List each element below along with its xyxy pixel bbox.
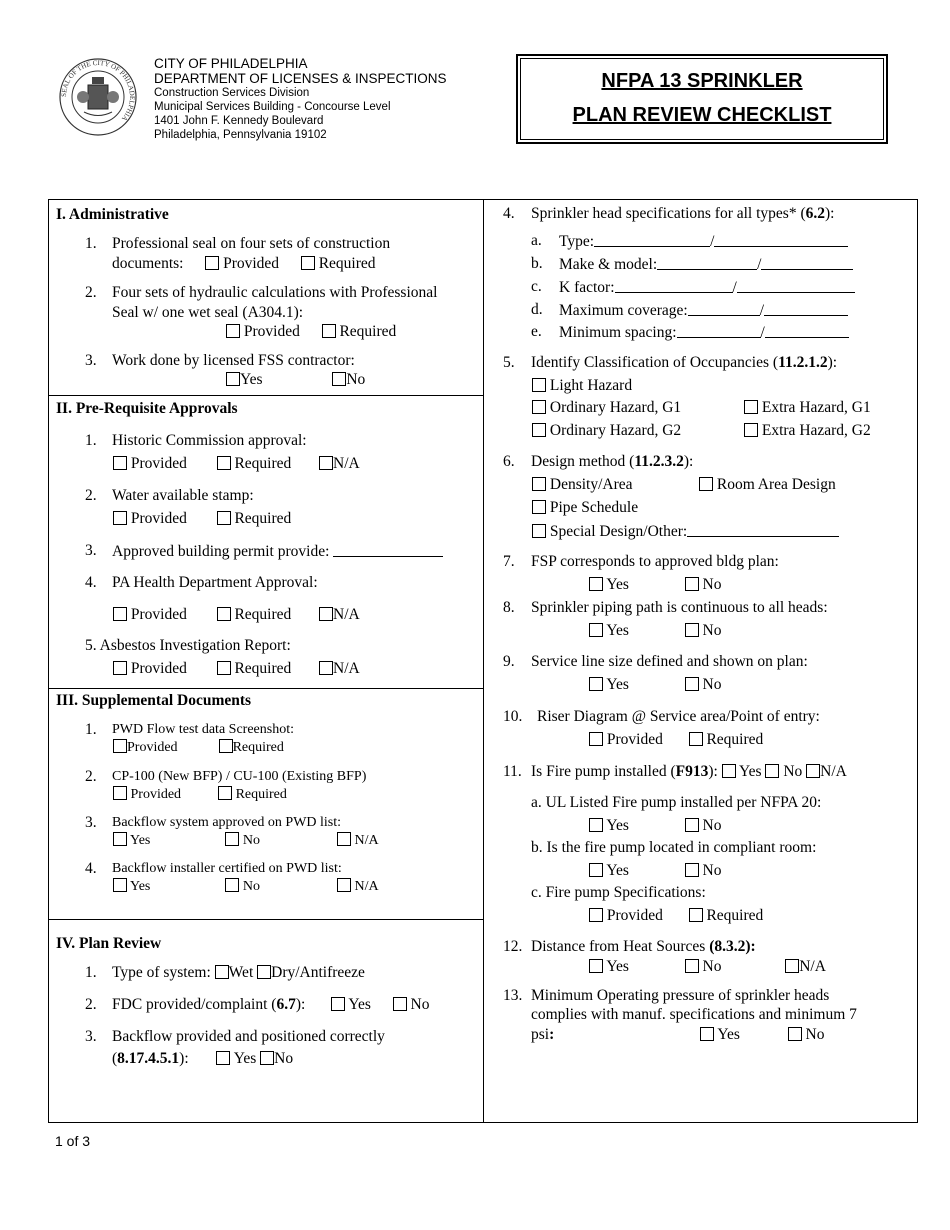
checkbox-no[interactable] xyxy=(685,677,699,691)
item-number: 2. xyxy=(85,996,97,1013)
checkbox-yes[interactable] xyxy=(722,764,736,778)
supp-item-2-text: CP-100 (New BFP) / CU-100 (Existing BFP) xyxy=(112,769,367,784)
psi-label: psi xyxy=(531,1026,550,1043)
checkbox-no[interactable] xyxy=(260,1051,274,1065)
design-method-text xyxy=(531,453,693,471)
fire-pump-text xyxy=(531,763,847,781)
item-number: 4. xyxy=(503,205,515,222)
option-label: Yes xyxy=(606,817,629,834)
label-end: ): xyxy=(825,205,835,222)
item-number: 4. xyxy=(85,574,97,591)
option-label: N/A xyxy=(354,879,379,894)
checkbox-wet[interactable] xyxy=(215,965,229,979)
option-label: Provided xyxy=(606,907,663,924)
option-label: Required xyxy=(706,907,764,924)
checkbox-no[interactable] xyxy=(332,372,346,386)
min-pressure-text: Minimum Operating pressure of sprinkler heads xyxy=(531,987,830,1004)
header-block xyxy=(154,56,447,142)
item-number: 3. xyxy=(85,352,97,369)
option-label: No xyxy=(702,622,722,639)
admin-item-2-options xyxy=(226,323,396,341)
checkbox-no[interactable] xyxy=(685,959,699,973)
spec-letter: a. xyxy=(531,232,542,249)
code-reference: 11.2.1.2 xyxy=(778,354,828,371)
spec-letter: e. xyxy=(531,323,542,340)
option-label: Required xyxy=(318,255,376,272)
fire-pump-c-options xyxy=(589,907,763,925)
checkbox-na[interactable] xyxy=(337,832,351,846)
prereq-item-1-options xyxy=(113,455,360,473)
fire-pump-b-text: b. Is the fire pump located in compliant room: xyxy=(531,839,817,856)
option-label: Required xyxy=(234,455,292,472)
option-label: Yes xyxy=(606,862,629,879)
riser-options xyxy=(589,731,763,749)
option-label: No xyxy=(783,763,803,780)
checkbox-required[interactable] xyxy=(689,732,703,746)
prereq-item-1-text: Historic Commission approval: xyxy=(112,432,307,449)
occupancy-eg2 xyxy=(744,422,871,440)
item-number: 1. xyxy=(85,964,97,981)
fire-pump-label: Is Fire pump installed ( xyxy=(531,763,676,780)
permit-number-field[interactable] xyxy=(333,542,443,557)
review-item-3-cont xyxy=(112,1050,293,1068)
supp-item-4-options xyxy=(113,878,379,895)
checkbox-no[interactable] xyxy=(393,997,407,1011)
item-number: 2. xyxy=(85,284,97,301)
checkbox-provided[interactable] xyxy=(205,256,219,270)
checkbox-no[interactable] xyxy=(788,1027,802,1041)
colon: : xyxy=(549,1026,555,1043)
checkbox-provided[interactable] xyxy=(589,908,603,922)
checkbox-na[interactable] xyxy=(785,959,799,973)
checkbox-na[interactable] xyxy=(319,661,333,675)
prereq-item-4-text: PA Health Department Approval: xyxy=(112,574,318,591)
occupancy-label: Identify Classification of Occupancies ( xyxy=(531,354,779,371)
checkbox-ordinary-g2[interactable] xyxy=(532,423,546,437)
section-supplemental-heading: III. Supplemental Documents xyxy=(56,692,252,709)
checkbox-ordinary-g1[interactable] xyxy=(532,400,546,414)
spec-letter: c. xyxy=(531,278,542,295)
option-label: Required xyxy=(234,660,292,677)
fire-pump-a-options xyxy=(589,817,721,835)
header-division: Construction Services Division xyxy=(154,87,310,99)
header-citystate: Philadelphia, Pennsylvania 19102 xyxy=(154,129,327,141)
code-reference: 8.17.4.5.1 xyxy=(117,1050,180,1067)
checkbox-provided[interactable] xyxy=(113,511,127,525)
item-number: 11. xyxy=(503,763,522,780)
option-label: No xyxy=(702,817,722,834)
section-divider-1 xyxy=(48,395,483,396)
item-number: 7. xyxy=(503,553,515,570)
item-number: 2. xyxy=(85,768,97,785)
checkbox-required[interactable] xyxy=(217,456,231,470)
spec-type-row xyxy=(559,232,848,251)
item-number: 9. xyxy=(503,653,515,670)
checkbox-provided[interactable] xyxy=(113,661,127,675)
item-number: 1. xyxy=(85,235,97,252)
min-pressure-psi xyxy=(531,1026,554,1044)
checkbox-provided[interactable] xyxy=(226,324,240,338)
section-divider-3 xyxy=(48,919,483,920)
option-label: Yes xyxy=(606,622,629,639)
checkbox-yes[interactable] xyxy=(589,577,603,591)
admin-item-1-label: documents: xyxy=(112,255,184,272)
option-label: Required xyxy=(234,510,292,527)
checkbox-required[interactable] xyxy=(689,908,703,922)
min-pressure-text-cont: complies with manuf. specifications and minimum 7 xyxy=(531,1006,857,1023)
checkbox-required[interactable] xyxy=(301,256,315,270)
checkbox-yes[interactable] xyxy=(589,959,603,973)
option-label: No xyxy=(274,1050,294,1067)
code-reference: (8.3.2): xyxy=(709,938,756,955)
checkbox-yes[interactable] xyxy=(331,997,345,1011)
checkbox-yes[interactable] xyxy=(226,372,240,386)
header-building: Municipal Services Building - Concourse Level xyxy=(154,101,391,113)
fire-pump-a-text: a. UL Listed Fire pump installed per NFPA 20: xyxy=(531,794,822,811)
section-prerequisite-heading: II. Pre-Requisite Approvals xyxy=(56,400,238,417)
supp-item-1-options xyxy=(113,739,284,756)
option-label: No xyxy=(702,958,722,975)
checkbox-yes[interactable] xyxy=(589,623,603,637)
checkbox-required[interactable] xyxy=(322,324,336,338)
checkbox-na[interactable] xyxy=(337,878,351,892)
checkbox-na[interactable] xyxy=(319,456,333,470)
checkbox-provided[interactable] xyxy=(113,607,127,621)
option-label: Yes xyxy=(606,576,629,593)
heat-sources-text xyxy=(531,938,756,956)
option-label: N/A xyxy=(333,606,360,623)
supp-item-1-text: PWD Flow test data Screenshot: xyxy=(112,722,294,737)
admin-item-1-text-cont xyxy=(112,255,376,273)
option-label: No xyxy=(702,676,722,693)
prereq-item-4-options xyxy=(113,606,360,624)
design-density xyxy=(532,476,633,494)
spec-spacing-row xyxy=(559,323,849,342)
review-item-1 xyxy=(112,964,365,982)
occupancy-light xyxy=(532,377,632,395)
item-number: 3. xyxy=(85,1028,97,1045)
spec-label: Maximum coverage: xyxy=(559,302,688,319)
type-field-1[interactable] xyxy=(594,232,710,247)
section-divider-2 xyxy=(48,688,483,689)
header-department: DEPARTMENT OF LICENSES & INSPECTIONS xyxy=(154,71,447,86)
title-line-2: PLAN REVIEW CHECKLIST xyxy=(572,104,832,126)
checkbox-no[interactable] xyxy=(765,764,779,778)
prereq-item-5-text: 5. Asbestos Investigation Report: xyxy=(85,637,291,654)
option-label: N/A xyxy=(333,455,360,472)
checkbox-required[interactable] xyxy=(219,739,233,753)
fsp-text: FSP corresponds to approved bldg plan: xyxy=(531,553,779,570)
checkbox-yes[interactable] xyxy=(589,863,603,877)
option-label: Yes xyxy=(606,958,629,975)
checkbox-no[interactable] xyxy=(225,832,239,846)
option-label: No xyxy=(242,833,260,848)
checkbox-room-area[interactable] xyxy=(699,477,713,491)
option-label: N/A xyxy=(333,660,360,677)
checkbox-yes[interactable] xyxy=(589,677,603,691)
riser-text: Riser Diagram @ Service area/Point of entry: xyxy=(537,708,820,725)
option-label: N/A xyxy=(799,958,826,975)
option-label: Yes xyxy=(606,676,629,693)
min-pressure-options xyxy=(700,1026,824,1044)
code-reference: 6.7 xyxy=(276,996,296,1013)
coverage-field-2[interactable] xyxy=(764,301,848,316)
occupancy-text xyxy=(531,354,837,372)
option-label: Yes xyxy=(348,996,371,1013)
option-label: No xyxy=(346,371,366,388)
checkbox-required[interactable] xyxy=(218,786,232,800)
spec-label: K factor: xyxy=(559,279,615,296)
label-end: ): xyxy=(827,354,838,371)
item-number: 1. xyxy=(85,432,97,449)
spec-letter: d. xyxy=(531,301,543,318)
option-label: Yes xyxy=(233,1050,257,1067)
design-room xyxy=(699,476,836,494)
review-item-2 xyxy=(112,996,430,1014)
label-end: ): xyxy=(683,453,694,470)
head-specs-label: Sprinkler head specifications for all types* ( xyxy=(531,205,806,222)
checkbox-light-hazard[interactable] xyxy=(532,378,546,392)
checkbox-required[interactable] xyxy=(217,607,231,621)
title-box xyxy=(516,54,888,144)
supp-item-3-text: Backflow system approved on PWD list: xyxy=(112,815,342,830)
checkbox-required[interactable] xyxy=(217,511,231,525)
checkbox-yes[interactable] xyxy=(113,878,127,892)
checkbox-no[interactable] xyxy=(225,878,239,892)
prereq-item-3-text xyxy=(112,542,443,561)
spec-make-row xyxy=(559,255,853,274)
prereq-item-5-options xyxy=(113,660,360,678)
option-label: N/A xyxy=(820,763,847,780)
admin-item-1-text: Professional seal on four sets of construction xyxy=(112,235,391,252)
prereq-item-3-label: Approved building permit provide: xyxy=(112,543,330,560)
checkbox-extra-g2[interactable] xyxy=(744,423,758,437)
supp-item-2-options xyxy=(113,786,287,803)
paren: ( xyxy=(112,1050,118,1067)
review-item-2-label-end: ): xyxy=(295,996,306,1013)
item-number: 10. xyxy=(503,708,523,725)
type-field-2[interactable] xyxy=(714,232,848,247)
occupancy-og1 xyxy=(532,399,681,417)
section-plan-review-heading: IV. Plan Review xyxy=(56,935,162,952)
fsp-options xyxy=(589,576,721,594)
checkbox-no[interactable] xyxy=(685,577,699,591)
checkbox-yes[interactable] xyxy=(700,1027,714,1041)
option-label: Pipe Schedule xyxy=(549,499,639,516)
head-specs-text xyxy=(531,205,834,223)
spec-letter: b. xyxy=(531,255,543,272)
item-number: 3. xyxy=(85,542,97,559)
checkbox-required[interactable] xyxy=(217,661,231,675)
header-street: 1401 John F. Kennedy Boulevard xyxy=(154,115,324,127)
option-label: Yes xyxy=(717,1026,740,1043)
item-number: 3. xyxy=(85,814,97,831)
option-label: Required xyxy=(706,731,764,748)
label-end: ): xyxy=(708,763,718,780)
option-label: Ordinary Hazard, G2 xyxy=(549,422,682,439)
checkbox-provided[interactable] xyxy=(113,456,127,470)
checkbox-yes[interactable] xyxy=(113,832,127,846)
item-number: 5. xyxy=(503,354,515,371)
item-number: 6. xyxy=(503,453,515,470)
option-label: No xyxy=(702,576,722,593)
checkbox-provided[interactable] xyxy=(589,732,603,746)
section-administrative-heading: I. Administrative xyxy=(56,206,169,223)
city-seal-logo xyxy=(58,57,138,137)
item-number: 13. xyxy=(503,987,523,1004)
option-label: Provided xyxy=(127,740,178,755)
option-label: Required xyxy=(232,740,284,755)
checkbox-dry-antifreeze[interactable] xyxy=(257,965,271,979)
option-label: Provided xyxy=(223,255,280,272)
fire-pump-b-options xyxy=(589,862,721,880)
option-label: Yes xyxy=(240,371,263,388)
option-label: Provided xyxy=(130,787,182,802)
slash: / xyxy=(760,324,765,341)
column-divider xyxy=(483,199,484,1123)
option-label: Density/Area xyxy=(549,476,633,493)
spec-kfactor-row xyxy=(559,278,855,297)
checkbox-provided[interactable] xyxy=(113,739,127,753)
checkbox-extra-g1[interactable] xyxy=(744,400,758,414)
review-item-3-text: Backflow provided and positioned correctly xyxy=(112,1028,385,1045)
admin-item-2-text-cont: Seal w/ one wet seal (A304.1): xyxy=(112,304,304,321)
checkbox-density-area[interactable] xyxy=(532,477,546,491)
option-label: Yes xyxy=(739,763,762,780)
supp-item-3-options xyxy=(113,832,379,849)
checkbox-special-design[interactable] xyxy=(532,524,546,538)
occupancy-eg1 xyxy=(744,399,871,417)
option-label: N/A xyxy=(354,833,379,848)
page-number: 1 of 3 xyxy=(55,1133,91,1149)
make-field-2[interactable] xyxy=(761,255,853,270)
checkbox-na[interactable] xyxy=(319,607,333,621)
item-number: 1. xyxy=(85,721,97,738)
code-reference: 6.2 xyxy=(805,205,825,222)
option-label: Provided xyxy=(130,606,187,623)
title-line-1: NFPA 13 SPRINKLER xyxy=(601,70,803,92)
option-label: No xyxy=(242,879,260,894)
slash: / xyxy=(732,279,737,296)
service-line-text: Service line size defined and shown on plan: xyxy=(531,653,808,670)
kfactor-field-1[interactable] xyxy=(615,278,733,293)
heat-sources-options xyxy=(589,958,826,976)
checkbox-no[interactable] xyxy=(685,818,699,832)
supp-item-4-text: Backflow installer certified on PWD list: xyxy=(112,861,342,876)
spec-label: Minimum spacing: xyxy=(559,324,677,341)
spacing-field-2[interactable] xyxy=(765,323,849,338)
option-label: Ordinary Hazard, G1 xyxy=(549,399,682,416)
item-number: 4. xyxy=(85,860,97,877)
piping-options xyxy=(589,622,721,640)
make-field-1[interactable] xyxy=(657,255,757,270)
checkbox-provided[interactable] xyxy=(113,786,127,800)
slash: / xyxy=(757,256,762,273)
option-label: Extra Hazard, G2 xyxy=(761,422,871,439)
prereq-item-2-text: Water available stamp: xyxy=(112,487,254,504)
option-label: Yes xyxy=(129,879,151,894)
option-label: Extra Hazard, G1 xyxy=(761,399,871,416)
admin-item-3-text: Work done by licensed FSS contractor: xyxy=(112,352,355,369)
code-reference: F913 xyxy=(675,763,709,780)
checkbox-na[interactable] xyxy=(806,764,820,778)
admin-item-2-text: Four sets of hydraulic calculations with Professional xyxy=(112,284,438,301)
occupancy-og2 xyxy=(532,422,681,440)
option-label: Provided xyxy=(243,323,300,340)
heat-sources-label: Distance from Heat Sources xyxy=(531,938,706,955)
piping-text: Sprinkler piping path is continuous to all heads: xyxy=(531,599,828,616)
review-item-1-label: Type of system: xyxy=(112,964,211,981)
design-pipe xyxy=(532,499,638,517)
option-label: Required xyxy=(339,323,397,340)
option-label: Room Area Design xyxy=(716,476,836,493)
checkbox-yes[interactable] xyxy=(216,1051,230,1065)
header-city: CITY OF PHILADELPHIA xyxy=(154,56,308,71)
svg-text:SEAL OF THE CITY OF PHILADELPH: SEAL OF THE CITY OF PHILADELPHIA xyxy=(59,58,137,123)
option-label: Provided xyxy=(606,731,663,748)
spec-label: Type: xyxy=(559,233,595,250)
prereq-item-2-options xyxy=(113,510,291,528)
option-label: Required xyxy=(235,787,287,802)
option-label: Yes xyxy=(129,833,151,848)
option-label: Provided xyxy=(130,455,187,472)
coverage-field-1[interactable] xyxy=(688,301,760,316)
item-number: 8. xyxy=(503,599,515,616)
paren: ): xyxy=(179,1050,189,1067)
option-label: No xyxy=(702,862,722,879)
checkbox-yes[interactable] xyxy=(589,818,603,832)
spacing-field-1[interactable] xyxy=(677,323,761,338)
slash: / xyxy=(710,233,715,250)
option-label: Light Hazard xyxy=(549,377,633,394)
kfactor-field-2[interactable] xyxy=(737,278,855,293)
admin-item-3-options xyxy=(226,371,365,389)
checkbox-no[interactable] xyxy=(685,863,699,877)
option-label: Required xyxy=(234,606,292,623)
option-label: No xyxy=(410,996,430,1013)
special-design-field[interactable] xyxy=(687,522,839,537)
option-label: Provided xyxy=(130,510,187,527)
fire-pump-c-text: c. Fire pump Specifications: xyxy=(531,884,706,901)
review-item-2-label: FDC provided/complaint ( xyxy=(112,996,277,1013)
option-label: Special Design/Other: xyxy=(549,523,688,540)
checkbox-pipe-schedule[interactable] xyxy=(532,500,546,514)
option-label: No xyxy=(805,1026,825,1043)
option-label: Wet xyxy=(228,964,254,981)
design-method-label: Design method ( xyxy=(531,453,635,470)
spec-label: Make & model: xyxy=(559,256,658,273)
checkbox-no[interactable] xyxy=(685,623,699,637)
item-number: 2. xyxy=(85,487,97,504)
code-reference: 11.2.3.2 xyxy=(634,453,684,470)
service-line-options xyxy=(589,676,721,694)
option-label: Provided xyxy=(130,660,187,677)
spec-coverage-row xyxy=(559,301,848,320)
design-special xyxy=(532,522,839,541)
slash: / xyxy=(759,302,765,319)
item-number: 12. xyxy=(503,938,523,955)
option-label: Dry/Antifreeze xyxy=(271,964,365,981)
